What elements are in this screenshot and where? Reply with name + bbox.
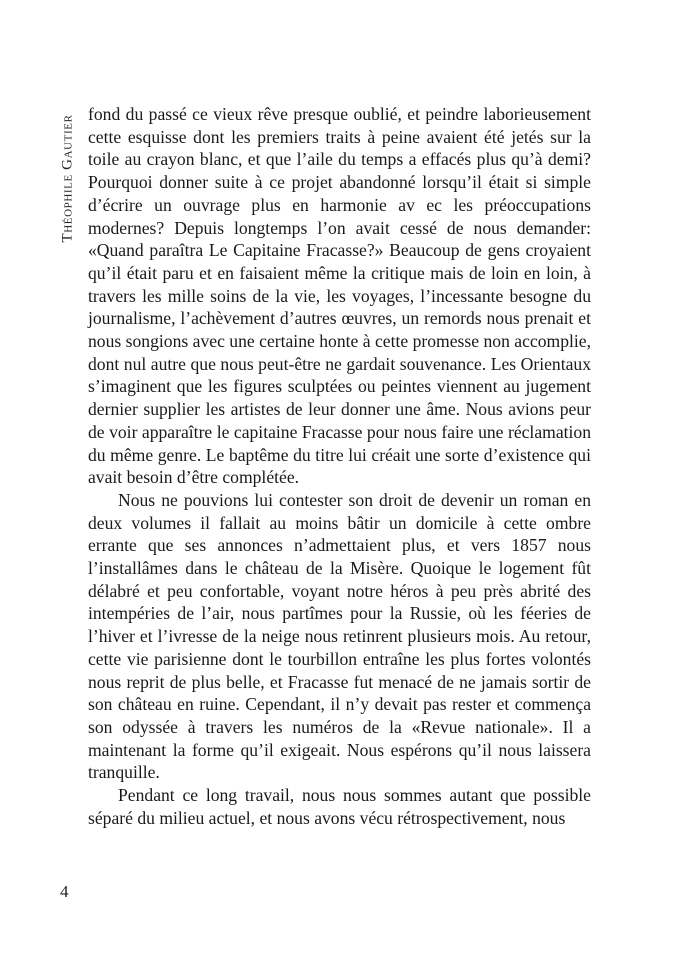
page-number: 4 — [60, 882, 69, 901]
running-head — [56, 104, 80, 252]
running-head-author: Théophile Gautier — [59, 113, 76, 243]
paragraph-3: Pendant ce long travail, nous nous sommes autant que possible séparé du milieu actuel, et nous avons vécu rétrospectivement, nous — [88, 785, 591, 828]
paragraph-2: Nous ne pouvions lui contester son droit de devenir un roman en deux volumes il fallait au moins bâtir un domicile à cette ombre errante que ses annonces n’admettaient plus, et vers 1857 nous l’installâmes dans le château de la Misère. Quoique le logement fût délabré et peu confortable, voyant notre héros à peu près abrité des intempéries de l’air, nous partîmes pour la Russie, où les féeries de l’hiver et l’ivresse de la neige nous retinrent plusieurs mois. Au retour, cette vie parisienne dont le tourbillon entraîne les plus fortes volontés nous reprit de plus belle, et Fracasse fut menacé de ne jamais sortir de son château en ruine. Cependant, il n’y devait pas rester et commença son odyssée à travers les numéros de la «Revue nationale». Il a maintenant la forme qu’il exigeait. Nous espérons qu’il nous laissera tranquille. — [88, 489, 591, 783]
body-text — [88, 103, 591, 830]
paragraph-1: fond du passé ce vieux rêve presque oublié, et peindre laborieusement cette esquisse dont les premiers traits à peine avaient été jetés sur la toile au crayon blanc, et que l’aile du temps a effacés plus qu’à demi? Pourquoi donner suite à ce projet abandonné lorsqu’il était si simple d’écrire un ouvrage plus en harmonie av ec les préoccupations modernes? Depuis longtemps l’on avait cessé de nous demander: «Quand paraîtra Le Capitaine Fracasse?» Beaucoup de gens croyaient qu’il était paru et en faisaient même la critique mais de loin en loin, à travers les mille soins de la vie, les voyages, l’incessante besogne du journalisme, l’achèvement d’autres œuvres, un remords nous prenait et nous songions avec une certaine honte à cette promesse non accomplie, dont nul autre que nous peut-être ne gardait souvenance. Les Orientaux s’imaginent que les figures sculptées ou peintes viennent au jugement dernier supplier les artistes de leur donner une âme. Nous avions peur de voir apparaître le capitaine Fracasse pour nous faire une réclamation du même genre. Le baptême du titre lui créait une sorte d’existence qui avait besoin d’être complétée. — [88, 104, 591, 488]
